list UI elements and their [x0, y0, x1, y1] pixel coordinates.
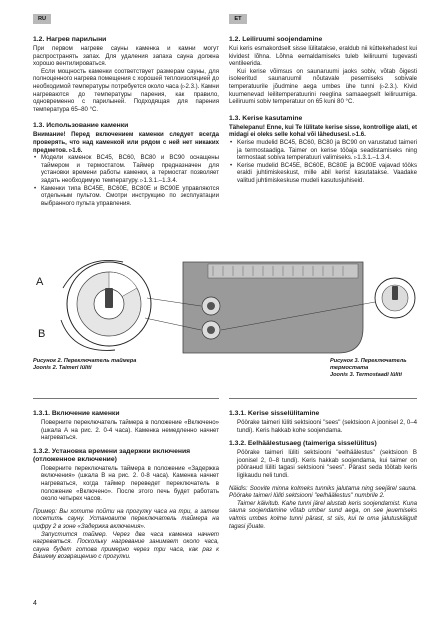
example-text: Пример: Вы хотите пойти на прогулку часа на три, а затем посетить сауну. Установите переключатель таймера на цифру 2 в зоне «Задержка включения».	[33, 507, 219, 530]
paragraph: При первом нагреве сауны каменка и камни могут распространять запах. Для удаления запаха сауна должна хорошо вентилироваться.	[33, 45, 219, 68]
figure-label-b: B	[38, 328, 46, 340]
paragraph: Если мощность каменки соответствует размерам сауны, для полноценного нагрева помещения с хорошей теплоизоляцией до необходимой температуры потребуется около часа (▹2.3.). Камни нагреваются до температуры парения, как правило, одновременно с парилыней. Подходящая для парения температура 65–80 °C.	[33, 67, 219, 113]
divider	[229, 398, 417, 399]
section-heading-1-3-2: 1.3.2. Установка времени задержки включения (отложенное включение)	[33, 447, 191, 463]
figure-label-a: A	[36, 276, 44, 288]
caption-et: Joonis 2. Taimeri lüliti	[33, 365, 92, 371]
list-item: • Каменки типа BC45E, BC60E, BC80E и BC90E управляются отдельным пультом. Смотри инструкцию по эксплуатации выбранного пульта управления.	[41, 185, 219, 208]
list-item: • Kerise mudelid BC45E, BC60E, BC80E ja BC90E vajavad tööks eraldi juhtimiskeskust, mille abil kerist kasutatakse. Vaadake valitud juhtimiskeskuse mudeli kasutusjuhiseid.	[237, 162, 417, 185]
section-heading-1-3-1: 1.3.1. Включение каменки	[33, 410, 120, 417]
heater-figure	[33, 258, 417, 358]
right-column-bottom	[229, 410, 417, 530]
figure-3-caption	[330, 358, 425, 379]
right-column-top	[229, 36, 417, 185]
caption-et: Joonis 3. Termostaadi lüliti	[330, 372, 402, 378]
list-item: • Модели каменок BC45, BC60, BC80 и BC90 оснащены таймером и термостатом. Таймер предназначен для установки времени работы каменки, а термостат позволяет задать необходимую температуру. ▹1.3.1.–1.3.4.	[41, 154, 219, 184]
example-text: Taimer käivitub. Kahe tunni järel alustab keris soojendamist. Kuna sauna soojendamine võtab umber sund aega, on see jeuemiseks valmis umbes kolme tunni pärast, st siis, kui te oma jalutuskäigult tagasi jõuate.	[229, 499, 417, 530]
paragraph: Pöörake taimeri lüliti sektsiooni "eelhäälestus" (sektsioon B joonisel 2, 0–8 tundi). Keris hakkab soojendama, kui taimer on pöörанud lüliti tagasi sektsiooni "sees". Pärast seda töötab keris ligikaudu neli tundi.	[237, 449, 417, 479]
heater-illustration	[33, 258, 417, 358]
section-heading-1-2: 1.2. Нагрев парилыни	[33, 36, 107, 43]
section-heading-1-2: 1.2. Leiliruumi soojendamine	[229, 36, 323, 43]
warning-text: Внимание! Перед включением каменки следует всегда проверять, что над каменкой или рядом с ней нет никаких предметов. ▹1.6.	[33, 131, 219, 154]
section-heading-1-3-1: 1.3.1. Kerise sisselülitamine	[229, 410, 320, 417]
caption-ru: Рисунок 3. Переключатель термостата	[330, 358, 407, 371]
paragraph: Kui keris esmakordselt sisse lülitatakse, eraldub nii küttekehadest kui kividest lõhna. Lõhna eemaldamiseks tuleb leiliruumi tugevasti ventileerida.	[229, 45, 417, 68]
section-heading-1-3-2: 1.3.2. Eelhäälestusaeg (taimeriga sisselülitus)	[229, 440, 377, 448]
bullet-list	[229, 139, 417, 185]
paragraph: Pöörake taimeri lüliti sektsiooni "sees" (sektsioon A joonisel 2, 0–4 tundi). Keris hakkab kohe soojendama.	[237, 419, 417, 434]
paragraph: Kui kerise võimsus on saunaruumi jaoks sobiv, võtab õigesti isoleeritud saunaruumil nõutavale pesemiseks sobivale temperatuurile jõudmine aega umbes ühe tunni (▹2.3.). Kivid kuumenevad leilitemperatuurini reeglina samaaegselt leiliruumiga. Leiliruumi sobiv temperatuur on 65 kuni 80 °C.	[229, 67, 417, 106]
section-heading-1-3: 1.3. Использование каменки	[33, 122, 129, 130]
section-heading-1-3: 1.3. Kerise kasutamine	[229, 114, 303, 122]
list-item: • Kerise mudelid BC45, BC60, BC80 ja BC90 on varustatud taimeri ja termostaadiga. Taimer on kerise tööaja seadistamiseks ning termostaat sobiva temperatuuri valimiseks. ▹1.3.1.–1.3.4.	[237, 139, 417, 162]
lang-tab-et: ET	[229, 14, 247, 24]
warning-text: Tähelepanu! Enne, kui Te lülitate kerise sisse, kontrollige alati, et midagi ei oleks selle kohal või lähedusesl. ▹1.6.	[229, 123, 417, 139]
paragraph: Поверните переключатель таймера в положение «Включено» (шкала А на рис. 2. 0-4 часа). Каменка немедленно начнет нагреваться.	[41, 419, 219, 442]
example-text: Запустится таймер. Через два часа каменка начнет нагреваться. Поскольку нагревание занимает около часа, сауна будет готова примерно через три часа, как раз к Вашему возвращению с прогулки.	[33, 530, 219, 561]
figure-2-caption	[33, 358, 213, 372]
page-number: 4	[33, 600, 37, 607]
bullet-list	[33, 154, 219, 207]
left-column-top	[33, 36, 219, 207]
lang-tab-ru: RU	[33, 14, 51, 24]
example-text: Näidis: Soovite minna kolmeks tunniks jalutama ning seejärel sauna. Pöörake taimeri lüliti sektsiooni "eelhäälestus" numbrile 2.	[229, 484, 417, 500]
divider	[33, 398, 219, 399]
left-column-bottom	[33, 410, 219, 561]
paragraph: Поверните переключатель таймера в положение «Задержка включения» (шкала В на рис. 2. 0-8 часа). Каменка начнет нагреваться, когда таймер переведет переключатель в положение «Включено». После этого печь будет работать около четырех часов.	[41, 464, 219, 503]
caption-ru: Рисунок 2. Переключатель таймера	[33, 358, 137, 364]
